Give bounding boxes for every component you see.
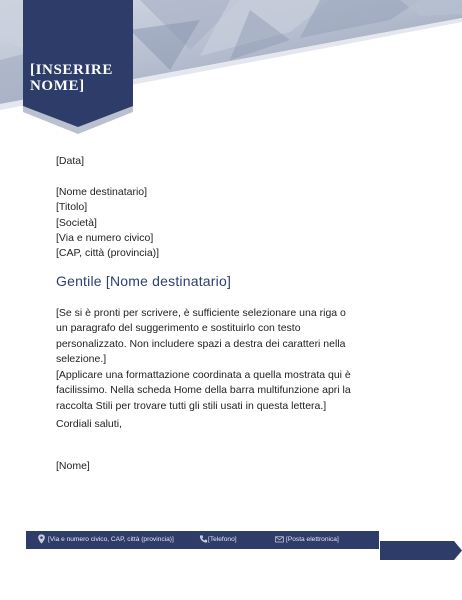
recipient-block (56, 185, 356, 261)
recipient-title[interactable]: [Titolo] (56, 201, 88, 214)
sender-name[interactable]: [INSERIRE NOME] (30, 62, 113, 94)
salutation-heading[interactable]: Gentile [Nome destinatario] (56, 273, 232, 289)
footer-email[interactable]: [Posta elettronica] (286, 536, 339, 543)
recipient-company[interactable]: [Società] (56, 216, 97, 229)
footer-arrow-shape (380, 541, 462, 560)
body-paragraph-2[interactable]: [Applicare una formattazione coordinata a quella mostrata qui è facilissimo. Nella scheda Home della barra multifunzione apri la raccolta Stili per trovare tutti gli stili usati in questa lettera.] (56, 369, 351, 412)
recipient-city[interactable]: [CAP, città (provincia)] (56, 247, 160, 260)
recipient-name[interactable]: [Nome destinatario] (56, 186, 148, 198)
email-icon (275, 534, 284, 544)
closing-text[interactable]: Cordiali saluti, (56, 418, 122, 430)
letter-date[interactable]: [Data] (56, 155, 85, 167)
body-paragraph-1[interactable]: [Se si è pronti per scrivere, è sufficiente selezionare una riga o un paragrafo del suggerimento e sostituirlo con testo personalizzato. Non includere spazi a destra dei caratteri nella selezione.] (56, 307, 346, 365)
location-pin-icon (37, 534, 46, 544)
signature-name[interactable]: [Nome] (56, 460, 90, 472)
footer-address[interactable]: [Via e numero civico, CAP, città (provincia)] (48, 536, 174, 543)
footer-bar (26, 531, 379, 549)
footer-phone[interactable]: [Telefono] (208, 536, 237, 543)
phone-icon (199, 534, 208, 544)
recipient-street[interactable]: [Via e numero civico] (56, 231, 154, 244)
